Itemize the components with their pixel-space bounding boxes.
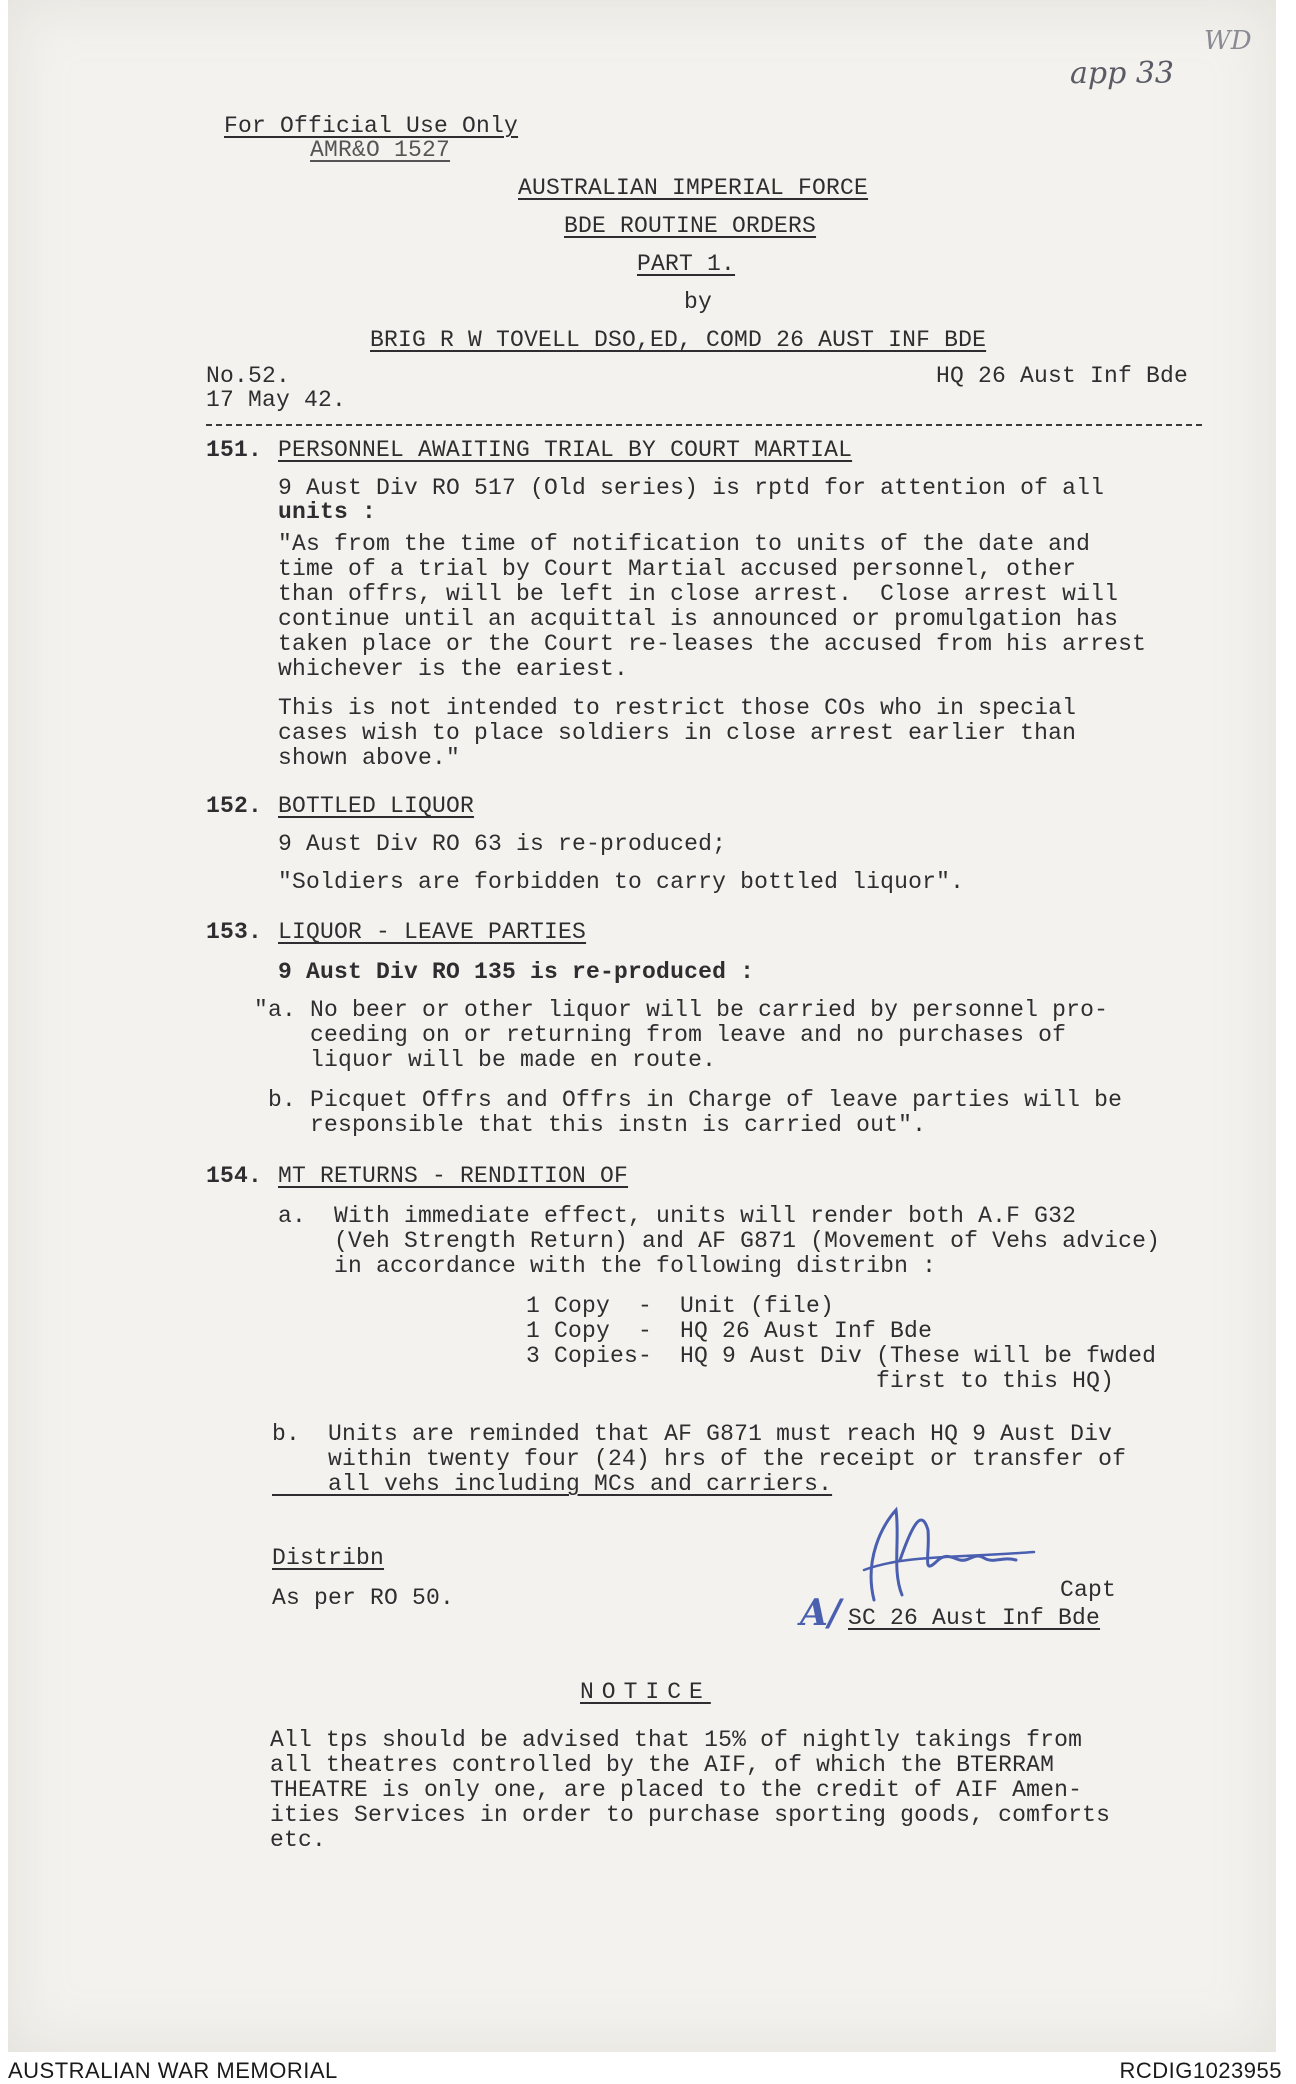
orders-title: BDE ROUTINE ORDERS — [564, 213, 817, 239]
official-use-label: For Official Use Only — [224, 113, 519, 139]
item-151-line: time of a trial by Court Martial accused personnel, other — [278, 556, 1077, 582]
header-divider — [206, 424, 1202, 426]
distribution-row: 3 Copies- HQ 9 Aust Div (These will be fwded — [526, 1343, 1157, 1369]
reference-number: AMR&O 1527 — [310, 137, 451, 163]
order-number: No.52. — [206, 363, 291, 389]
document-page — [8, 0, 1276, 2052]
by-label: by — [684, 289, 713, 315]
notice-line: etc. — [270, 1827, 327, 1853]
notice-line: ities Services in order to purchase sporting goods, comforts — [270, 1802, 1111, 1828]
wd-mark: WD — [1204, 26, 1252, 56]
notice-heading: NOTICE — [580, 1679, 711, 1705]
item-154-line: in accordance with the following distribn : — [278, 1253, 937, 1279]
item-152-title: BOTTLED LIQUOR — [278, 793, 475, 819]
item-154-line: b. Units are reminded that AF G871 must reach HQ 9 Aust Div — [272, 1421, 1113, 1447]
item-154-number: 154. — [206, 1163, 263, 1189]
item-152-line: "Soldiers are forbidden to carry bottled liquor". — [278, 869, 965, 895]
archive-footer-right: RCDIG1023955 — [1119, 2058, 1282, 2083]
item-154-line: a. With immediate effect, units will render both A.F G32 — [278, 1203, 1077, 1229]
item-151-title: PERSONNEL AWAITING TRIAL BY COURT MARTIAL — [278, 437, 853, 463]
distribution-row: 1 Copy - Unit (file) — [526, 1293, 835, 1319]
signatory-title: SC 26 Aust Inf Bde — [848, 1605, 1101, 1631]
item-151-line: continue until an acquittal is announced or promulgation has — [278, 606, 1119, 632]
notice-line: All tps should be advised that 15% of nightly takings from — [270, 1727, 1083, 1753]
item-154-line: (Veh Strength Return) and AF G871 (Movement of Vehs advice) — [278, 1228, 1161, 1254]
item-151-line: units : — [278, 499, 377, 525]
order-date: 17 May 42. — [206, 387, 347, 413]
distribution-row: first to this HQ) — [526, 1368, 1115, 1394]
signature-scribble — [804, 1500, 1054, 1620]
part-title: PART 1. — [637, 251, 736, 277]
item-153-number: 153. — [206, 919, 263, 945]
distribution-row: 1 Copy - HQ 26 Aust Inf Bde — [526, 1318, 933, 1344]
force-title: AUSTRALIAN IMPERIAL FORCE — [518, 175, 869, 201]
item-151-line: This is not intended to restrict those COs who in special — [278, 695, 1077, 721]
item-153-line: liquor will be made en route. — [254, 1047, 717, 1073]
item-154-title: MT RETURNS - RENDITION OF — [278, 1163, 629, 1189]
item-151-line: taken place or the Court re-leases the accused from his arrest — [278, 631, 1147, 657]
archive-footer-left: AUSTRALIAN WAR MEMORIAL — [8, 2058, 338, 2083]
item-151-line: whichever is the eariest. — [278, 656, 629, 682]
item-153-line: ceeding on or returning from leave and no purchases of — [254, 1022, 1067, 1048]
item-153-line: responsible that this instn is carried out". — [254, 1112, 927, 1138]
distribution-value: As per RO 50. — [272, 1585, 455, 1611]
item-154-line: within twenty four (24) hrs of the receipt or transfer of — [272, 1446, 1127, 1472]
signatory-rank: Capt — [1060, 1577, 1117, 1603]
signatory-prefix: A/ — [800, 1592, 842, 1634]
item-154-line: all vehs including MCs and carriers. — [272, 1471, 833, 1497]
item-151-line: "As from the time of notification to units of the date and — [278, 531, 1091, 557]
item-151-line: shown above." — [278, 745, 461, 771]
item-153-line: b. Picquet Offrs and Offrs in Charge of leave parties will be — [254, 1087, 1123, 1113]
item-151-line: cases wish to place soldiers in close arrest earlier than — [278, 720, 1077, 746]
archive-mark: app 33 — [1070, 56, 1175, 91]
item-153-title: LIQUOR - LEAVE PARTIES — [278, 919, 587, 945]
commander-line: BRIG R W TOVELL DSO,ED, COMD 26 AUST INF BDE — [370, 327, 987, 353]
item-152-number: 152. — [206, 793, 263, 819]
hq-label: HQ 26 Aust Inf Bde — [936, 363, 1189, 389]
notice-line: all theatres controlled by the AIF, of which the BTERRAM — [270, 1752, 1055, 1778]
item-151-line: 9 Aust Div RO 517 (Old series) is rptd for attention of all — [278, 475, 1105, 501]
item-153-line: "a. No beer or other liquor will be carried by personnel pro- — [254, 997, 1109, 1023]
distribution-label: Distribn — [272, 1545, 385, 1571]
item-152-line: 9 Aust Div RO 63 is re-produced; — [278, 831, 727, 857]
notice-line: THEATRE is only one, are placed to the credit of AIF Amen- — [270, 1777, 1083, 1803]
item-151-number: 151. — [206, 437, 263, 463]
item-151-line: than offrs, will be left in close arrest. Close arrest will — [278, 581, 1119, 607]
item-153-line: 9 Aust Div RO 135 is re-produced : — [278, 959, 755, 985]
